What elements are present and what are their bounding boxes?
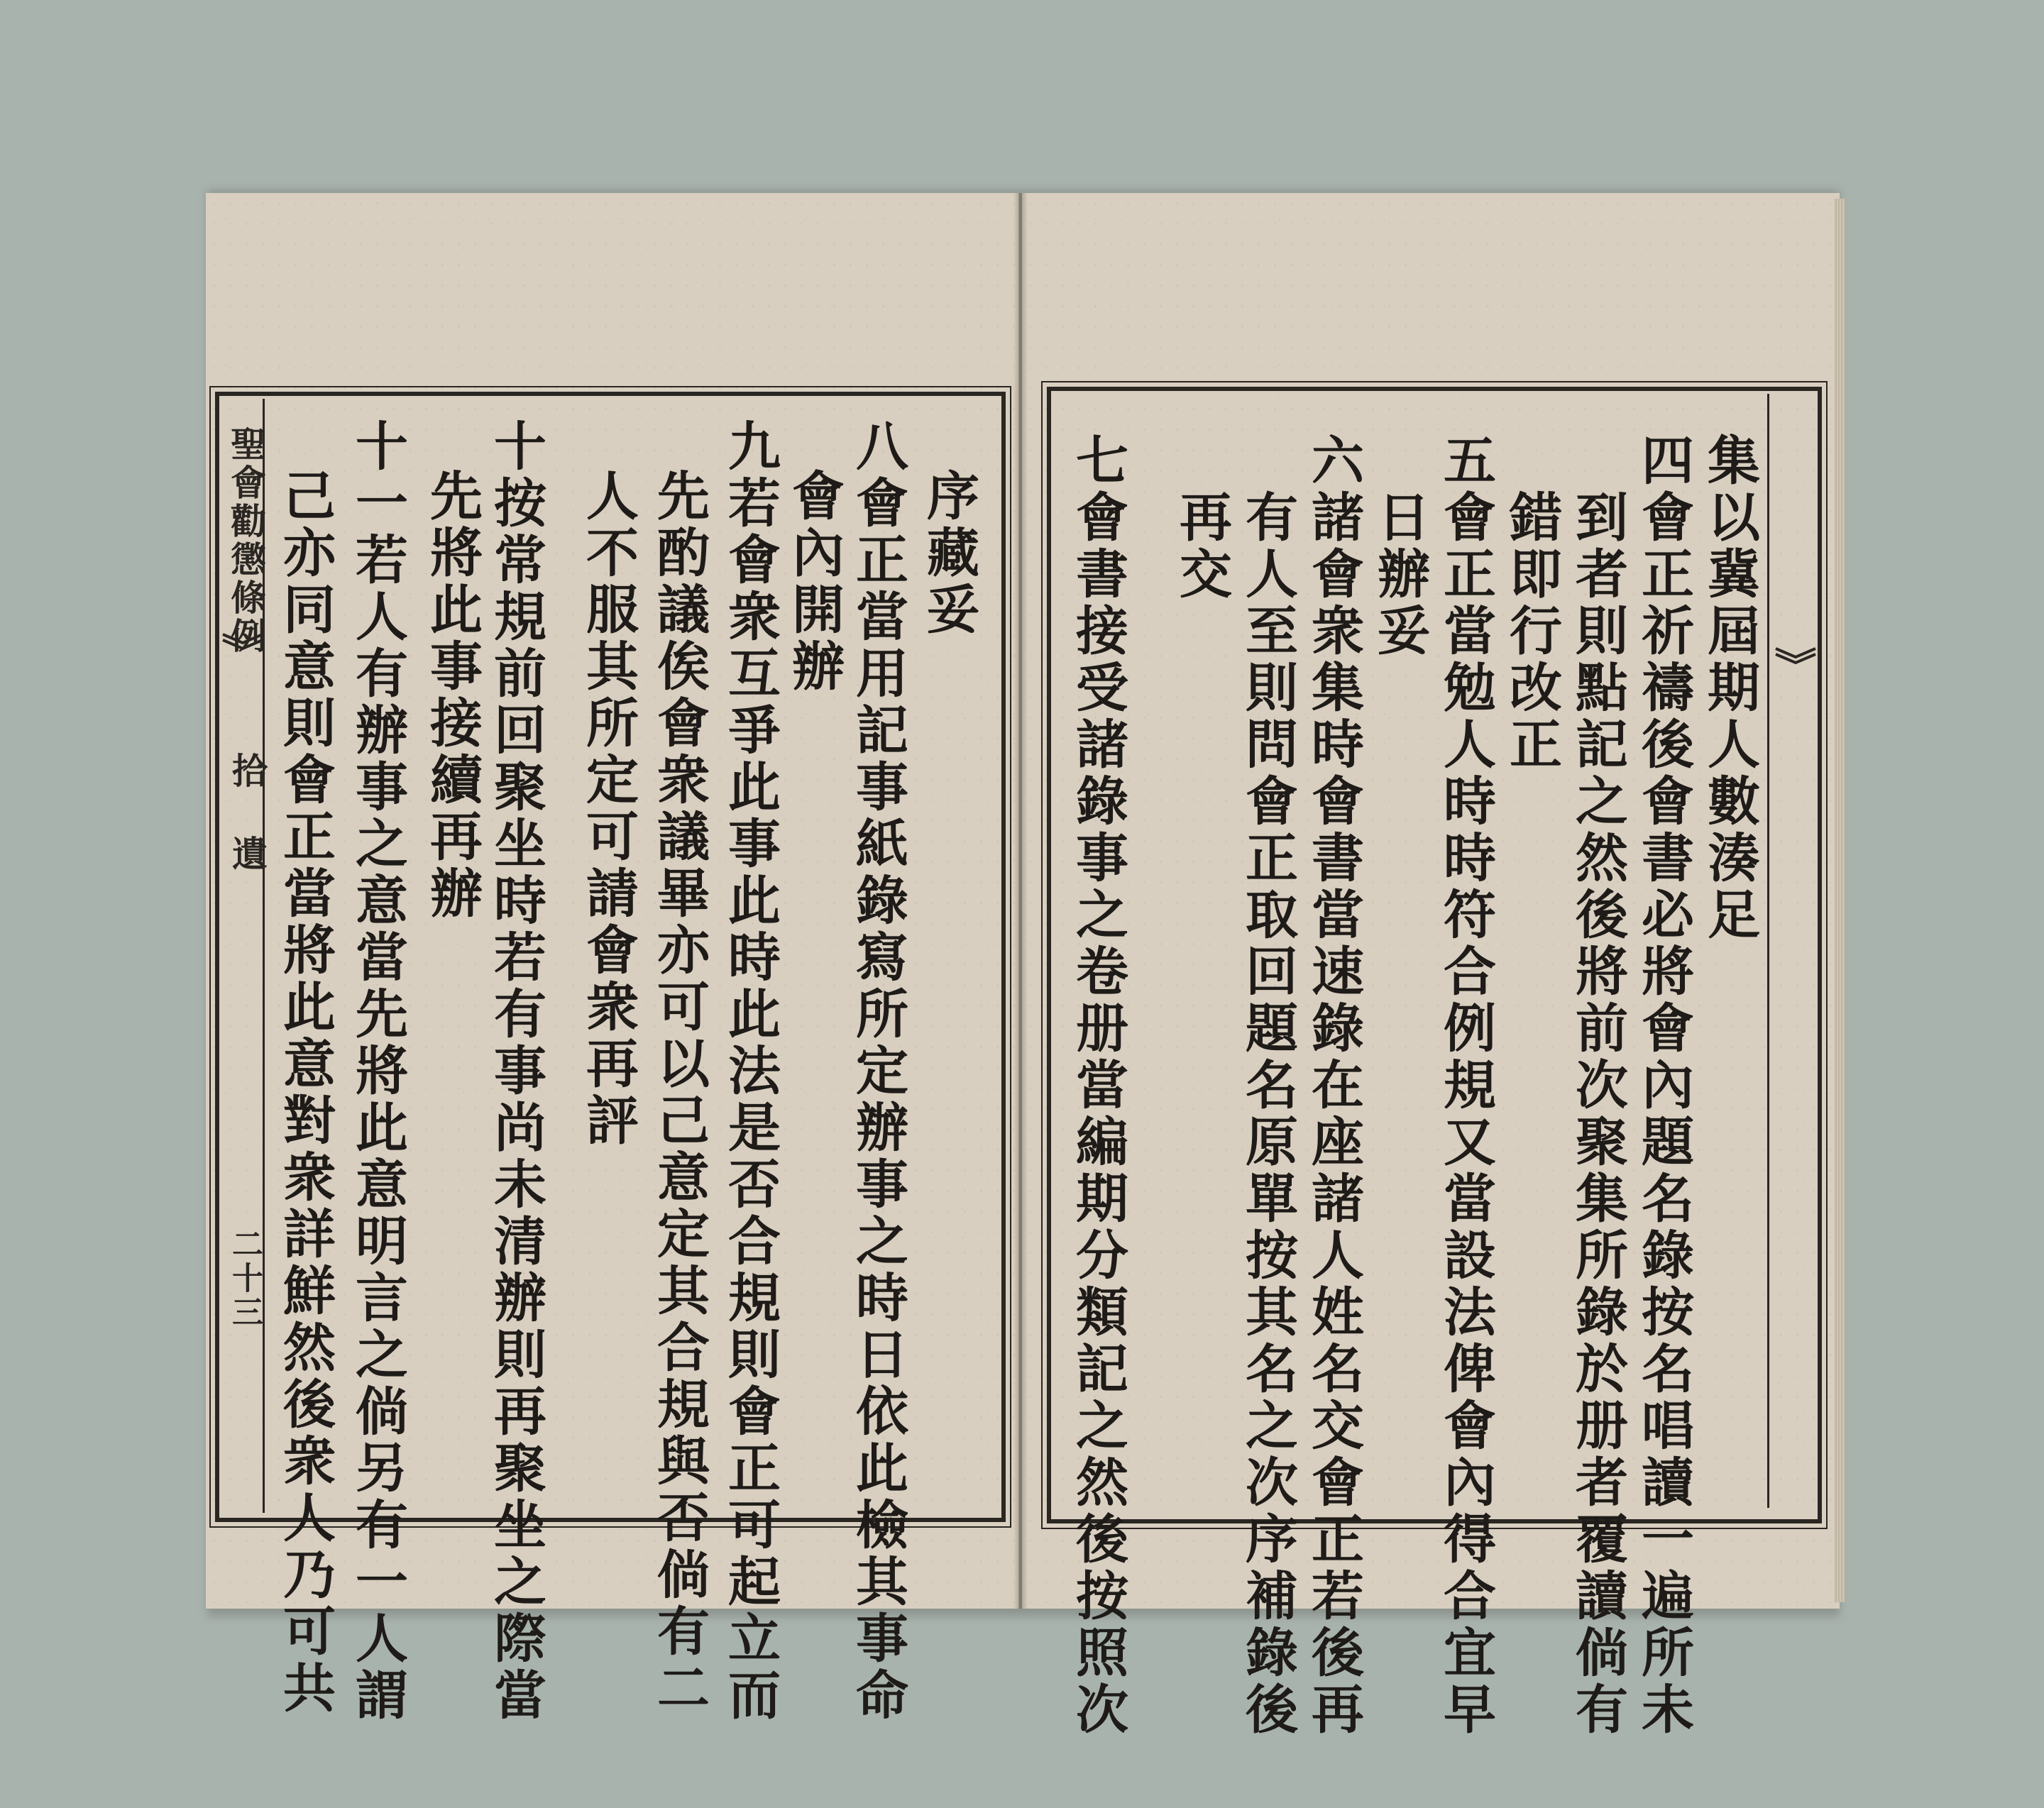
text-column: 七會書接受諸錄事之卷册當編期分類記之然後按照次 bbox=[1067, 433, 1128, 1738]
text-column: 日辦妥 bbox=[1369, 490, 1430, 660]
text-column: 十按常規前回聚坐時若有事尚未清辦則再聚坐之際當 bbox=[485, 419, 546, 1724]
text-column: 十一若人有辦事之意當先將此意明言之倘另有一人謂 bbox=[347, 419, 408, 1724]
text-column: 先將此事接續再辦 bbox=[422, 468, 483, 922]
text-column: 九若會衆互爭此事此時此法是否合規則會正可起立而 bbox=[720, 419, 781, 1724]
text-column: 再交 bbox=[1171, 490, 1232, 603]
text-column: 到者則點記之然後將前次聚集所錄於册者覆讀倘有 bbox=[1567, 490, 1628, 1738]
page-edges bbox=[1834, 199, 1845, 1602]
text-column: 集以冀屆期人數湊足 bbox=[1699, 433, 1760, 944]
text-column: 人不服其所定可請會衆再評 bbox=[578, 468, 639, 1150]
text-column: 會內開辦 bbox=[784, 468, 845, 695]
text-column: 四會正祈禱後會書必將會內題名錄按名唱讀一遍所未 bbox=[1633, 433, 1694, 1738]
page-number: 二十三 bbox=[226, 1228, 263, 1330]
margin-title: 聖會勸懲條例 bbox=[225, 426, 267, 656]
right-fish-tail-mark bbox=[1774, 646, 1817, 667]
book-gutter bbox=[1013, 193, 1028, 1609]
text-column: 錯即行改正 bbox=[1501, 490, 1562, 773]
text-column: 有人至則問會正取回題名原單按其名之次序補錄後 bbox=[1237, 490, 1298, 1738]
right-margin-line bbox=[1767, 394, 1769, 1508]
text-column: 六諸會衆集時會書當速錄在座諸人姓名交會正若後再 bbox=[1303, 433, 1364, 1738]
margin-section: 拾 遺 bbox=[226, 752, 268, 873]
fish-tail-mark bbox=[221, 632, 264, 653]
text-column: 五會正當勉人時時符合例規又當設法俾會內得合宜早 bbox=[1435, 433, 1496, 1738]
text-column: 先酌議俟會衆議畢亦可以己意定其合規與否倘有二 bbox=[649, 468, 710, 1717]
text-column: 序藏妥 bbox=[918, 468, 979, 639]
text-column: 八會正當用記事紙錄寫所定辦事之時日依此檢其事命 bbox=[847, 419, 908, 1724]
text-column: 己亦同意則會正當將此意對衆詳鮮然後衆人乃可共 bbox=[275, 468, 336, 1717]
